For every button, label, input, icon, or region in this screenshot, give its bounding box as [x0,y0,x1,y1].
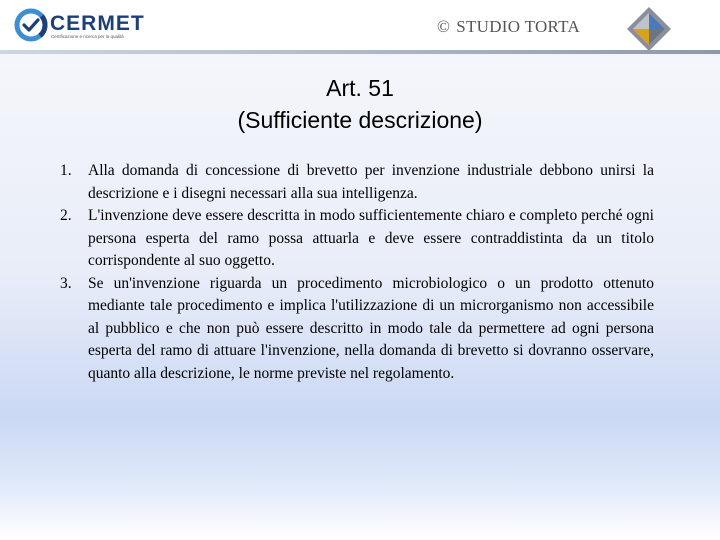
slide-header [0,0,720,54]
cermet-wordmark: CERMET [50,12,145,35]
item-text: Se un'invenzione riguarda un procedimento microbiologico o un prodotto ottenuto mediante tale procedimento e implica l'utilizzazione di un microrganismo non accessibile al pubblico e che non può essere descritto in modo tale da permettere ad ogni persona esperta del ramo di attuare l'invenzione, nella domanda di brevetto si dovranno osservare, quanto alla descrizione, le norme previste nel regolamento. [88,274,654,382]
item-number: 1. [60,162,72,179]
cermet-logo [14,8,144,44]
list-item [60,160,654,205]
title-line-2: (Sufficiente descrizione) [237,107,483,133]
copyright-symbol: © [437,17,451,36]
cermet-logo-icon [14,8,48,42]
copyright-text: STUDIO TORTA [456,17,581,36]
article-paragraphs [60,160,654,385]
slide-title [0,72,720,136]
item-text: Alla domanda di concessione di brevetto per invenzione industriale debbono unirsi la descrizione e i disegni necessari alla sua intelligenza. [88,162,654,202]
item-number: 3. [60,274,72,292]
slide-content [0,54,720,540]
item-number: 2. [60,207,72,224]
studio-torta-logo-icon [626,6,672,52]
list-item [60,273,654,386]
title-line-1: Art. 51 [326,75,394,101]
cermet-tagline: Certificazione e ricerca per la qualità [51,34,124,39]
item-text: L'invenzione deve essere descritta in modo sufficientemente chiaro e completo perché ogni persona esperta del ramo possa attuarla e deve essere contraddistinta da un titolo corrispondente al suo oggetto. [88,207,654,269]
copyright-notice [437,17,580,37]
list-item [60,205,654,273]
